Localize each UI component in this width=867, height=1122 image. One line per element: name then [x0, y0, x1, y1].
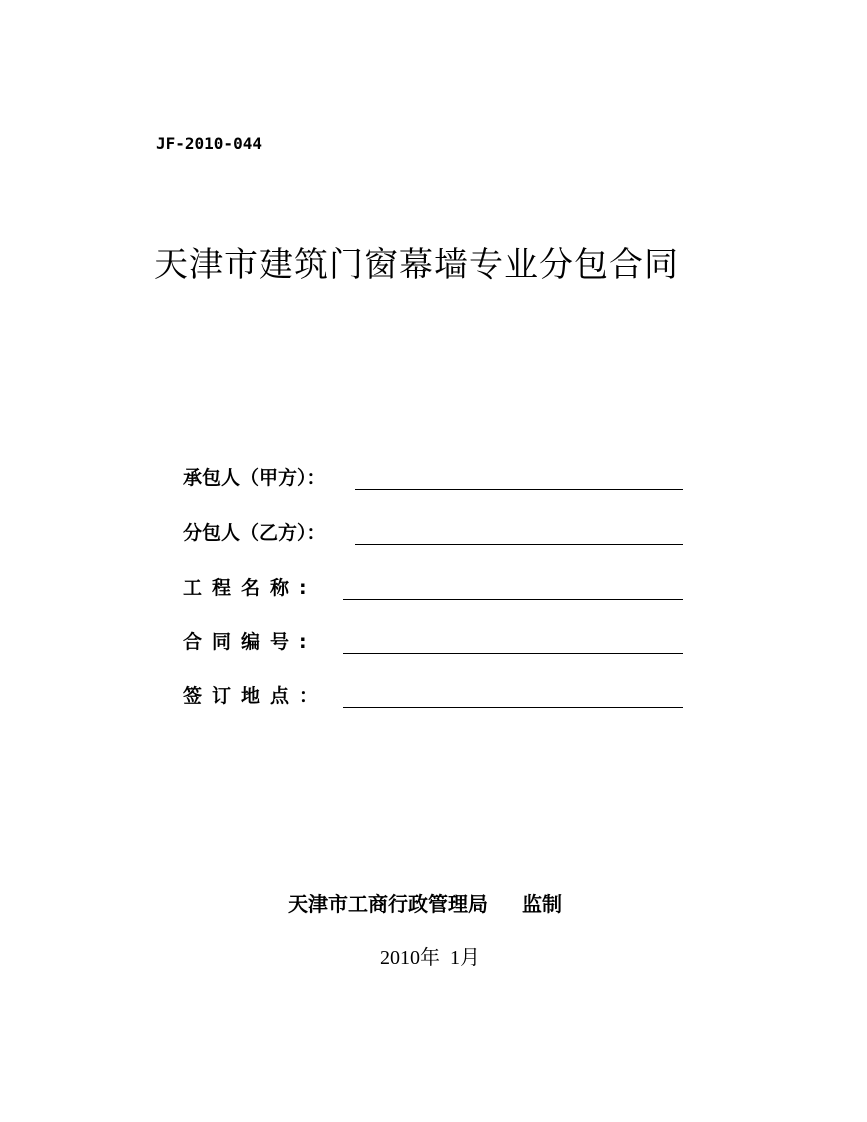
contract-no-field	[183, 627, 703, 657]
document-title: 天津市建筑门窗幕墙专业分包合同	[154, 245, 679, 285]
project-name-underline	[343, 599, 683, 600]
subcontractor-label: 分包人（乙方）：	[183, 522, 326, 544]
signing-place-label: 签订地点：	[183, 685, 329, 707]
document-code: JF-2010-044	[156, 134, 262, 153]
contract-no-label: 合同编号:	[183, 631, 317, 653]
contractor-label: 承包人（甲方）：	[183, 467, 326, 489]
subcontractor-field	[183, 518, 703, 548]
signing-place-field	[183, 681, 703, 711]
signing-place-underline	[343, 707, 683, 708]
issue-date: 2010年 1月	[380, 947, 480, 969]
supervision-label: 监制	[522, 892, 562, 916]
contract-no-underline	[343, 653, 683, 654]
contractor-field	[183, 463, 703, 493]
project-name-label: 工程名称:	[183, 577, 317, 599]
project-name-field	[183, 573, 703, 603]
contractor-underline	[355, 489, 683, 490]
subcontractor-underline	[355, 544, 683, 545]
issuer-line	[288, 890, 562, 918]
issuer-name: 天津市工商行政管理局	[288, 892, 488, 916]
